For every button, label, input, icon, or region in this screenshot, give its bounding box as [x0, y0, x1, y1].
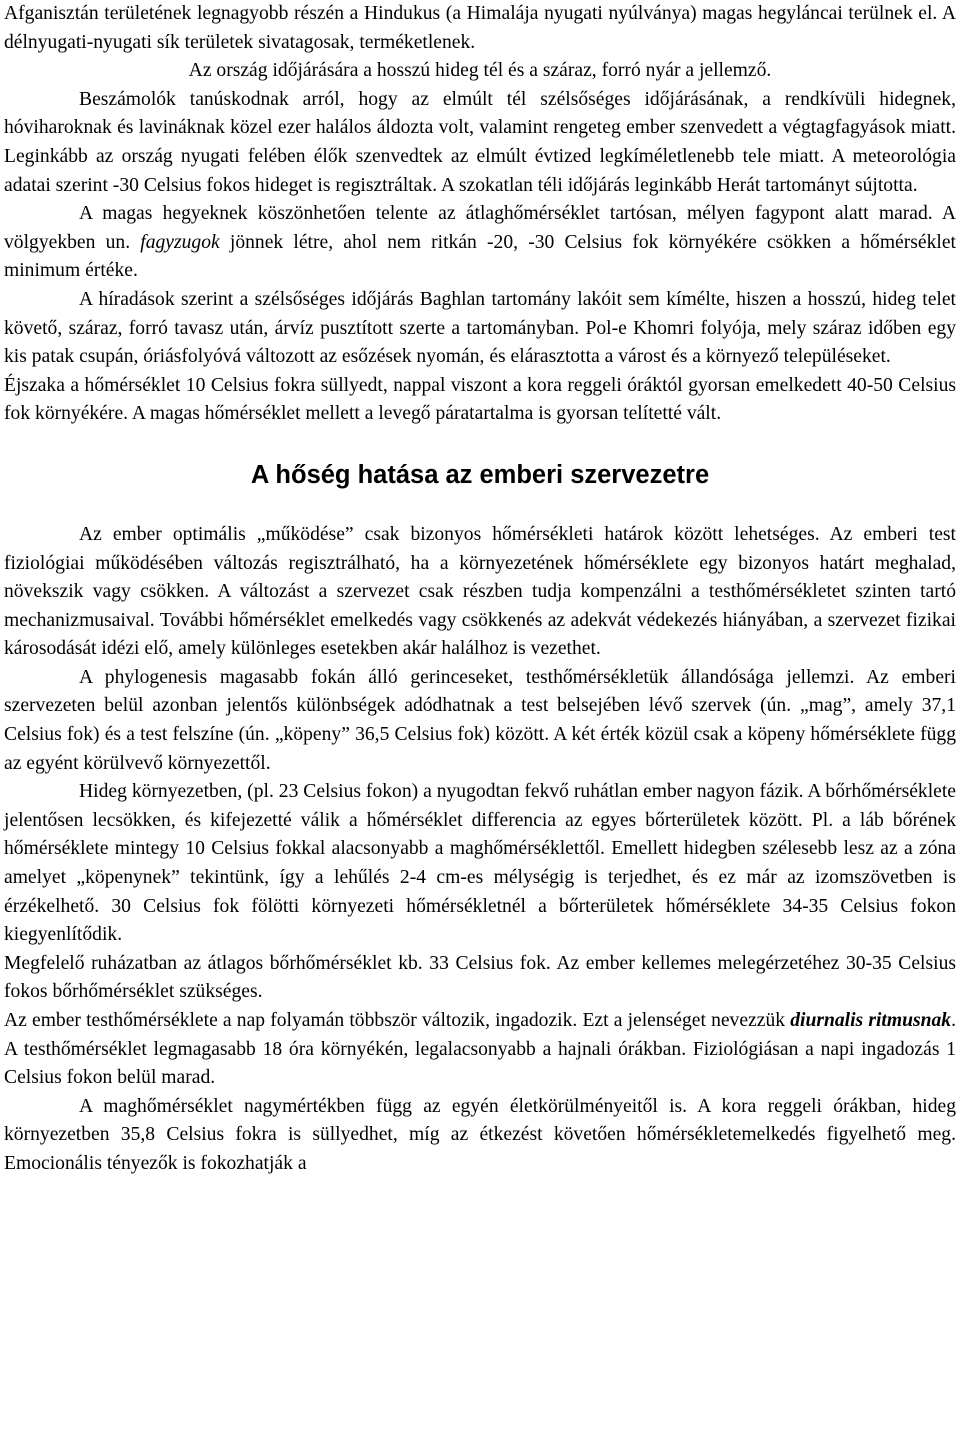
text-run: jönnek létre, ahol nem ritkán -20, -30 Celsius fok környékére csökken a hőmérséklet minimum értéke.: [4, 231, 956, 282]
paragraph-core-temperature: A maghőmérséklet nagymértékben függ az egyén életkörülményeitől is. A kora reggeli órákban, hideg környezetben 35,8 Celsius fokra is süllyedhet, míg az étkezést követően hőmérsékletemelkedés figyelhető meg. Emocionális tényezők is fokozhatják a: [4, 1095, 956, 1174]
emphasis-fagyzugok: fagyzugok: [140, 231, 220, 253]
text-run: . A testhőmérséklet legmagasabb 18 óra környékén, legalacsonyabb a hajnali órákban. Fiziológiásan a napi ingadozás 1 Celsius fokon belül marad.: [4, 1010, 956, 1089]
paragraph-clothing: Megfelelő ruházatban az átlagos bőrhőmérséklet kb. 33 Celsius fok. Az ember kellemes melegérzetéhez 30-35 Celsius fokos bőrhőmérséklet szükséges.: [4, 952, 956, 1003]
paragraph-hindukush: Afganisztán területének legnagyobb részén a Hindukus (a Himalája nyugati nyúlványa) magas hegyláncai terülnek el. A délnyugati-nyugati sík területek sivatagosak, terméketlenek.: [4, 3, 956, 53]
text-run: A magas hegyeknek köszönhetően telente az átlaghőmérséklet tartósan, mélyen fagypont alatt marad. A völgyekben un.: [4, 203, 956, 253]
document-page: [4, 0, 956, 1179]
emphasis-diurnalis-ritmus: diurnalis ritmusnak: [790, 1010, 952, 1031]
paragraph-climate-summary: Az ország időjárására a hosszú hideg tél és a száraz, forró nyár a jellemző.: [188, 60, 772, 82]
paragraph-optimal-function: Az ember optimális „működése” csak bizonyos hőmérsékleti határok között lehetséges. Az emberi test fiziológiai működésében változás regisztrálható, ha a környezetének hőmérséklete egy bizonyos határt meghalad, növekszik vagy csökken. A változást a szervezet csak részben tudja kompenzálni a testhőmérsékletet szinten tartó mechanizmusaival. További hőmérséklet emelkedés vagy csökkenés az adekvát védekezés hiányában, a szervezet fizikai károsodását idézi elő, amely különleges esetekben akár halálhoz is vezethet.: [4, 523, 956, 660]
paragraph-baghlan-flood: A híradások szerint a szélsőséges időjárás Baghlan tartomány lakóit sem kímélte, hiszen a hosszú, hideg telet követő, száraz, forró tavasz után, árvíz pusztított szerte a tartományban. Pol-e Khomri folyója, mely száraz időben egy kis patak csupán, óriásfolyóvá változott az esőzések nyomán, és elárasztotta a várost és a környező településeket.: [4, 288, 956, 368]
paragraph-cold-environment: Hideg környezetben, (pl. 23 Celsius fokon) a nyugodtan fekvő ruhátlan ember nagyon fázik. A bőrhőmérséklete jelentősen lecsökken, és kifejezetté válik a hőmérséklet differencia az egyes bőrterületek között. Pl. a láb bőrének hőmérséklete mintegy 10 Celsius fokkal alacsonyabb a maghőmérséklettől. Emellett hidegben szélesebb lesz az a zóna amelyet „köpenynek” tekintünk, így a lehűlés 2-4 cm-es mélységig is terjedhet, és ez már az izomszövetben is érzékelhető. 30 Celsius fok fölötti környezeti hőmérsékletnél a bőrterületek hőmérséklete 34-35 Celsius fokon kiegyenlítődik.: [4, 781, 956, 946]
section-heading: A hőség hatása az emberi szervezetre: [250, 460, 710, 489]
paragraph-day-night-temperature: Éjszaka a hőmérséklet 10 Celsius fokra süllyedt, nappal viszont a kora reggeli óráktól gyorsan emelkedett 40-50 Celsius fok környékére. A magas hőmérséklet mellett a levegő páratartalma is gyorsan telítetté vált.: [4, 374, 956, 425]
paragraph-mountain-temperature: [4, 200, 956, 286]
paragraph-winter-reports: Beszámolók tanúskodnak arról, hogy az elmúlt tél szélsőséges időjárásának, a rendkívüli hidegnek, hóviharoknak és lavináknak közel ezer halálos áldozta volt, valamint rengeteg ember szenvedett a végtagfagyások miatt. Leginkább az ország nyugati felében élők szenvedtek az elmúlt évtized legkíméletlenebb tele miatt. A meteorológia adatai szerint -30 Celsius fokos hideget is regisztráltak. A szokatlan téli időjárás leginkább Herát tartományt sújtotta.: [4, 88, 956, 196]
paragraph-phylogenesis: A phylogenesis magasabb fokán álló gerinceseket, testhőmérsékletük állandósága jellemzi. Az emberi szervezeten belül azonban jelentős különbségek adódhatnak a test belsejében lévő szervek (ún. „mag”, amely 37,1 Celsius fok) és a test felszíne (ún. „köpeny” 36,5 Celsius fok) között. A két érték közül csak a köpeny hőmérséklete függ az egyént körülvevő környezettől.: [4, 666, 956, 774]
text-run: Az ember testhőmérséklete a nap folyamán többször változik, ingadozik. Ezt a jelenséget nevezzük: [4, 1010, 791, 1031]
paragraph-diurnal-rhythm: [4, 1007, 956, 1093]
